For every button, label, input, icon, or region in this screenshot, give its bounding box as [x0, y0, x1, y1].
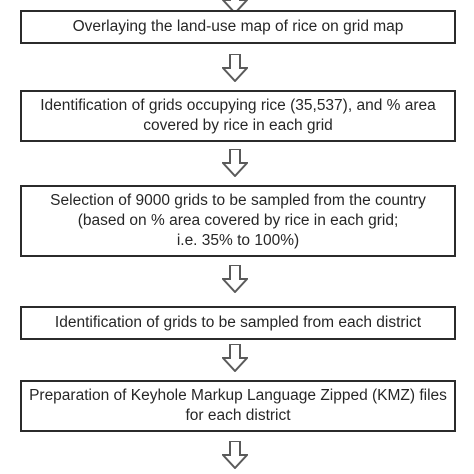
- step-box-kmz-preparation: [20, 380, 456, 432]
- step-2-line-1: Identification of grids occupying rice (35,537), and % area: [40, 97, 436, 114]
- step-3-line-2: (based on % area covered by rice in each grid;: [77, 212, 399, 229]
- step-box-identification-rice: [20, 90, 456, 142]
- step-4-line-1: Identification of grids to be sampled from each district: [54, 314, 422, 331]
- step-2-line-2: covered by rice in each grid: [143, 117, 333, 134]
- flow-arrow-icon: [222, 265, 248, 293]
- flow-arrow-icon: [222, 441, 248, 469]
- flow-arrow-icon: [222, 149, 248, 177]
- step-3-line-3: i.e. 35% to 100%): [176, 232, 300, 249]
- flow-arrow-icon: [222, 54, 248, 82]
- flow-arrow-icon: [222, 344, 248, 372]
- step-box-overlay: [20, 10, 456, 44]
- step-5-line-1: Preparation of Keyhole Markup Language Zipped (KMZ) files: [29, 387, 447, 404]
- step-3-line-1: Selection of 9000 grids to be sampled from the country: [50, 192, 426, 209]
- step-5-line-2: for each district: [185, 407, 291, 424]
- step-box-selection-grids: [20, 185, 456, 257]
- step-1-line-1: Overlaying the land-use map of rice on grid map: [72, 18, 404, 35]
- step-box-identification-district: [20, 306, 456, 340]
